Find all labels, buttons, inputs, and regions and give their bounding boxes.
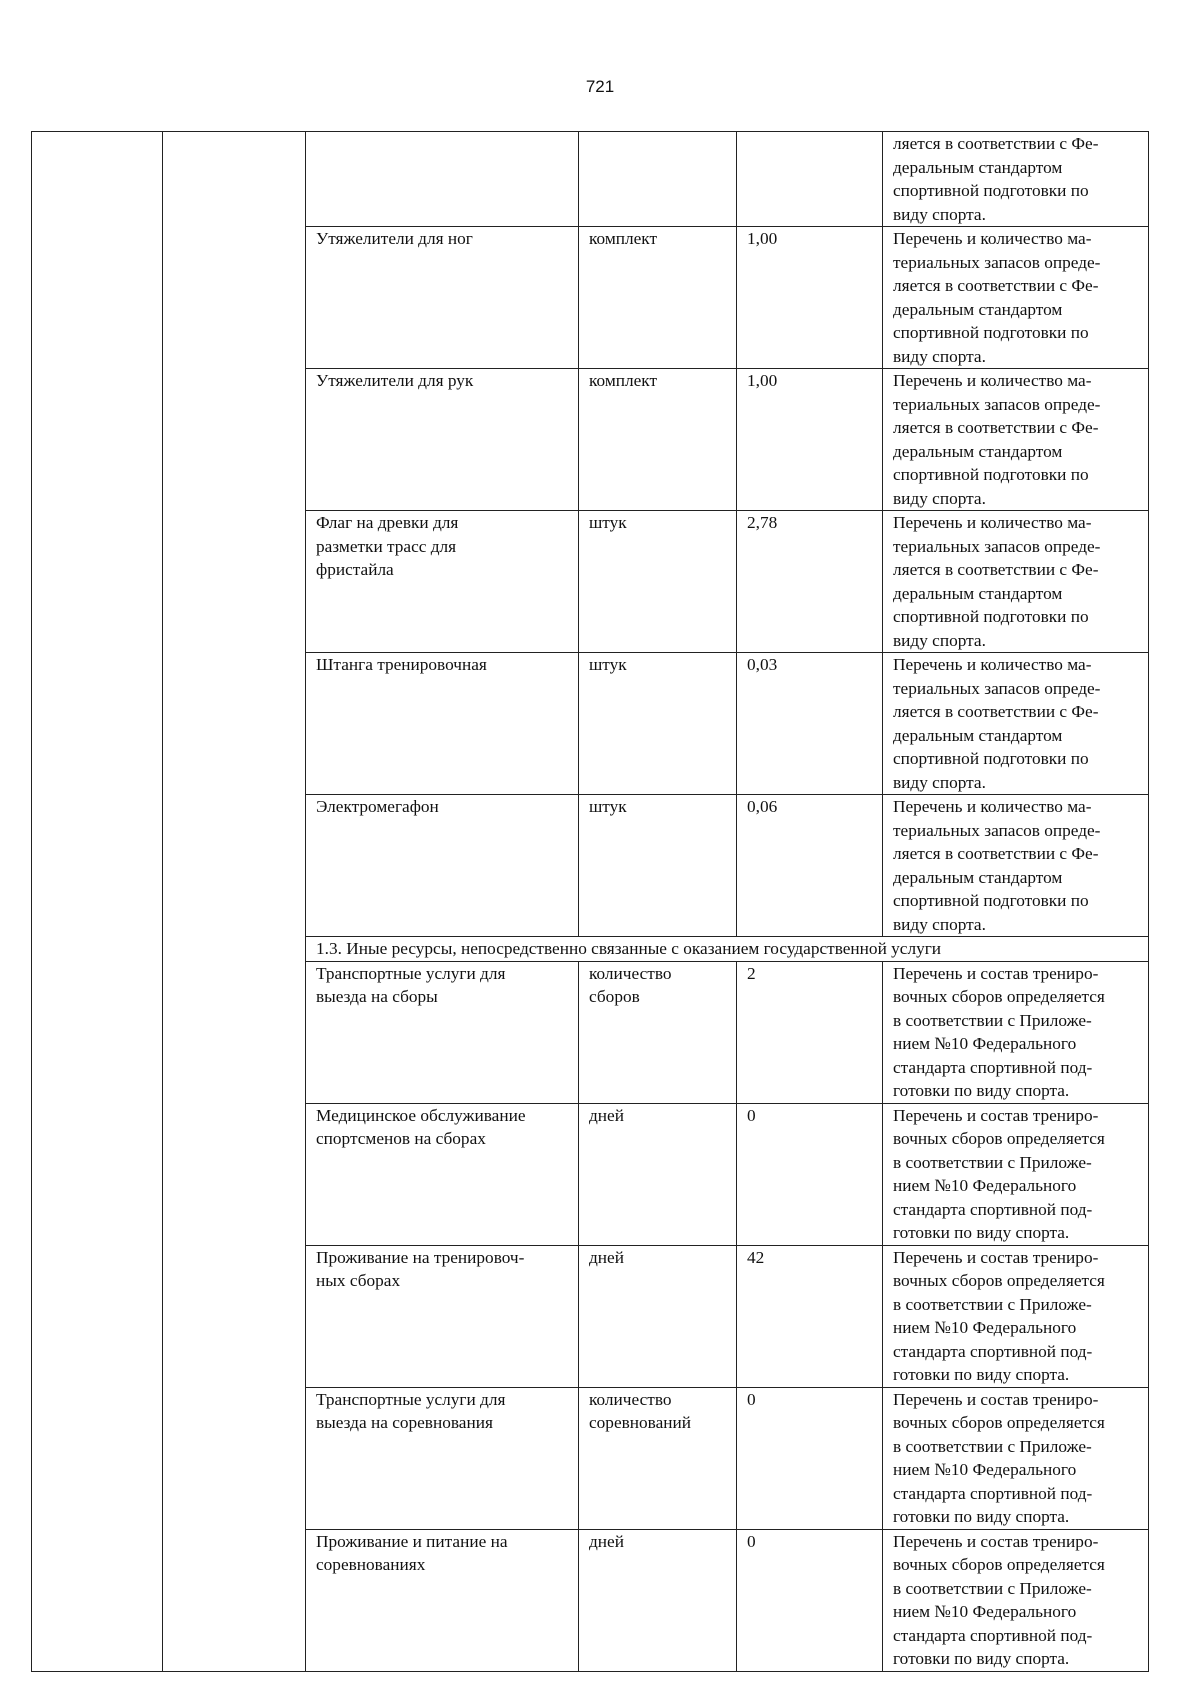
name-cell (306, 132, 579, 227)
note-cell: Перечень и количество ма- териальных запасов опреде- ляется в соответствии с Фе- деральным стандартом спортивной подготовки по виду спорта. (883, 653, 1149, 795)
value-cell: 0,06 (737, 795, 883, 937)
value-cell (737, 132, 883, 227)
value-cell: 2,78 (737, 511, 883, 653)
value-cell: 1,00 (737, 369, 883, 511)
item-name-cell: Проживание и питание на соревнованиях (306, 1529, 579, 1671)
note-cell: Перечень и состав трениро- вочных сборов определяется в соответствии с Приложе- нием №10 Федерального стандарта спортивной под- готовки по виду спорта. (883, 961, 1149, 1103)
note-cell: Перечень и состав трениро- вочных сборов определяется в соответствии с Приложе- нием №10 Федерального стандарта спортивной под- готовки по виду спорта. (883, 1103, 1149, 1245)
unit-cell: дней (579, 1529, 737, 1671)
unit-cell: штук (579, 511, 737, 653)
item-name-cell: Утяжелители для ног (306, 227, 579, 369)
item-name-cell: Флаг на древки для разметки трасс для фристайла (306, 511, 579, 653)
value-cell: 2 (737, 961, 883, 1103)
item-name-cell: Электромегафон (306, 795, 579, 937)
unit-cell: штук (579, 653, 737, 795)
first-column-cell (32, 132, 163, 1672)
note-cell: Перечень и состав трениро- вочных сборов определяется в соответствии с Приложе- нием №10 Федерального стандарта спортивной под- готовки по виду спорта. (883, 1529, 1149, 1671)
unit-cell: количество соревнований (579, 1387, 737, 1529)
value-cell: 0 (737, 1387, 883, 1529)
item-name-cell: Медицинское обслуживание спортсменов на сборах (306, 1103, 579, 1245)
item-name-cell: Транспортные услуги для выезда на соревнования (306, 1387, 579, 1529)
note-cell: Перечень и состав трениро- вочных сборов определяется в соответствии с Приложе- нием №10 Федерального стандарта спортивной под- готовки по виду спорта. (883, 1387, 1149, 1529)
item-name-cell: Штанга тренировочная (306, 653, 579, 795)
note-cell: Перечень и состав трениро- вочных сборов определяется в соответствии с Приложе- нием №10 Федерального стандарта спортивной под- готовки по виду спорта. (883, 1245, 1149, 1387)
section-heading: 1.3. Иные ресурсы, непосредственно связанные с оказанием государственной услуги (306, 937, 1149, 962)
value-cell: 0 (737, 1529, 883, 1671)
note-cell: ляется в соответствии с Фе- деральным стандартом спортивной подготовки по виду спорта. (883, 132, 1149, 227)
item-name-cell: Утяжелители для рук (306, 369, 579, 511)
unit-cell: дней (579, 1103, 737, 1245)
unit-cell (579, 132, 737, 227)
page-number: 721 (585, 77, 615, 96)
note-cell: Перечень и количество ма- териальных запасов опреде- ляется в соответствии с Фе- деральным стандартом спортивной подготовки по виду спорта. (883, 227, 1149, 369)
second-column-cell (163, 132, 306, 1672)
value-cell: 42 (737, 1245, 883, 1387)
unit-cell: количество сборов (579, 961, 737, 1103)
unit-cell: комплект (579, 227, 737, 369)
resources-table (31, 131, 1149, 1672)
unit-cell: штук (579, 795, 737, 937)
value-cell: 0 (737, 1103, 883, 1245)
unit-cell: дней (579, 1245, 737, 1387)
value-cell: 1,00 (737, 227, 883, 369)
note-cell: Перечень и количество ма- териальных запасов опреде- ляется в соответствии с Фе- деральным стандартом спортивной подготовки по виду спорта. (883, 511, 1149, 653)
note-cell: Перечень и количество ма- териальных запасов опреде- ляется в соответствии с Фе- деральным стандартом спортивной подготовки по виду спорта. (883, 369, 1149, 511)
value-cell: 0,03 (737, 653, 883, 795)
item-name-cell: Транспортные услуги для выезда на сборы (306, 961, 579, 1103)
unit-cell: комплект (579, 369, 737, 511)
table-row-continuation (32, 132, 1149, 227)
note-cell: Перечень и количество ма- териальных запасов опреде- ляется в соответствии с Фе- деральным стандартом спортивной подготовки по виду спорта. (883, 795, 1149, 937)
item-name-cell: Проживание на тренировоч- ных сборах (306, 1245, 579, 1387)
